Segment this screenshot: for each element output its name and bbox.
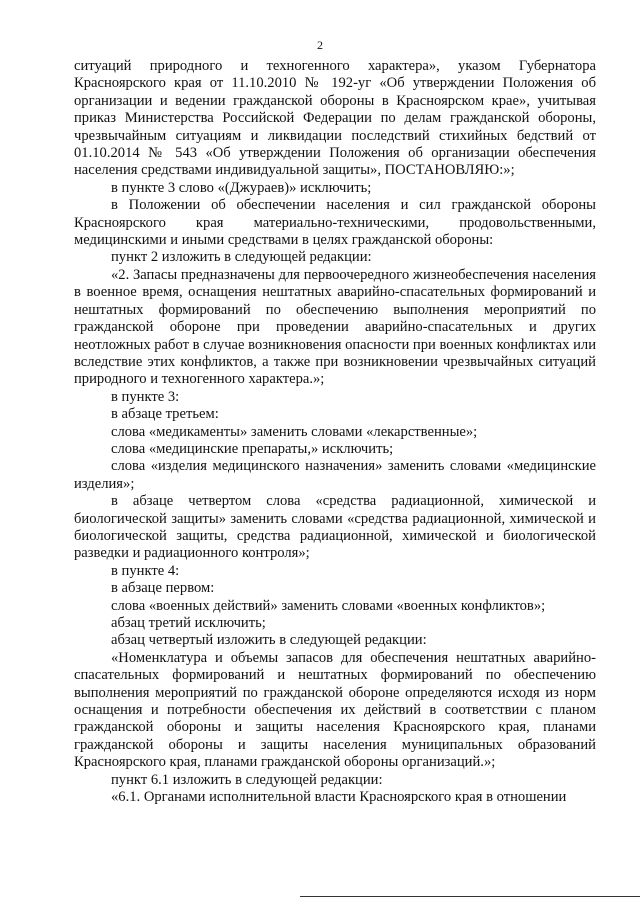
paragraph-first-subparagraph: в абзаце первом: bbox=[111, 580, 215, 597]
paragraph-point-6-1-heading: пункт 6.1 изложить в следующей редакции: bbox=[111, 771, 383, 788]
paragraph-continuation: ситуаций природного и техногенного характера», указом Губернатора Красноярского края от 11.10.2010 № 192-уг «Об утверждении Положения об организации и ведении гражданской обороны в Красноярском крае», учитывая приказ Министерства Российской Федерации по делам гражданской обороны, чрезвычайным ситуациям и ликвидации последствий стихийных бедствий от 01.10.2014 № 543 «Об утверждении Положения об организации обеспечения населения средствами индивидуальной защиты», ПОСТАНОВЛЯЮ:»; bbox=[74, 58, 596, 179]
paragraph-third-subparagraph: в абзаце третьем: bbox=[111, 406, 219, 423]
paragraph-item-3: в пункте 3 слово «(Джураев)» исключить; bbox=[111, 179, 372, 196]
paragraph-point-6-1-text: «6.1. Органами исполнительной власти Красноярского края в отношении bbox=[111, 789, 567, 806]
page-number: 2 bbox=[317, 38, 323, 52]
paragraph-fourth-restate: абзац четвертый изложить в следующей редакции: bbox=[111, 632, 427, 649]
paragraph-fourth-subparagraph: в абзаце четвертом слова «средства радиационной, химической и биологической защиты» заменить словами «средства радиационной, химической и биологической защиты, средства радиационной, химической и биологической разведки и радиационного контроля»; bbox=[74, 493, 596, 562]
paragraph-point-2-text: «2. Запасы предназначены для первоочередного жизнеобеспечения населения в военное время, оснащения нештатных аварийно-спасательных формирований и нештатных формирований по обеспечению выполнения мероприятий по гражданской обороне при проведении аварийно-спасательных и других неотложных работ в случае возникновения опасности при военных конфликтах или вследствие этих конфликтов, а также при возникновении чрезвычайных ситуаций природного и техногенного характера.»; bbox=[74, 266, 597, 388]
paragraph-medical-items-replace: слова «изделия медицинского назначения» заменить словами «медицинские изделия»; bbox=[74, 458, 596, 492]
paragraph-medical-preparations-remove: слова «медицинские препараты,» исключить; bbox=[111, 440, 394, 457]
document-body bbox=[74, 58, 596, 806]
paragraph-point-2-heading: пункт 2 изложить в следующей редакции: bbox=[111, 249, 372, 266]
paragraph-point-4-heading: в пункте 4: bbox=[111, 562, 180, 579]
paragraph-military-replace: слова «военных действий» заменить словами «военных конфликтов»; bbox=[111, 597, 546, 614]
paragraph-third-remove: абзац третий исключить; bbox=[111, 615, 266, 631]
paragraph-regulation-intro: в Положении об обеспечении населения и сил гражданской обороны Красноярского края материально-техническими, продовольственными, медицинскими и иными средствами в целях гражданской обороны: bbox=[74, 197, 596, 249]
paragraph-nomenclature-text: «Номенклатура и объемы запасов для обеспечения нештатных аварийно-спасательных формирований и нештатных формирований по обеспечению выполнения мероприятий по гражданской обороне определяются исходя из норм оснащения и потребности обеспечения их действий в соответствии с планом гражданской обороны и защиты населения Красноярского края, планами гражданской обороны и защиты населения муниципальных образований Красноярского края, планами гражданской обороны организаций.»; bbox=[74, 649, 596, 771]
paragraph-medicines-replace: слова «медикаменты» заменить словами «лекарственные»; bbox=[111, 423, 478, 440]
paragraph-point-3-heading: в пункте 3: bbox=[111, 388, 180, 405]
bottom-rule bbox=[300, 896, 640, 897]
